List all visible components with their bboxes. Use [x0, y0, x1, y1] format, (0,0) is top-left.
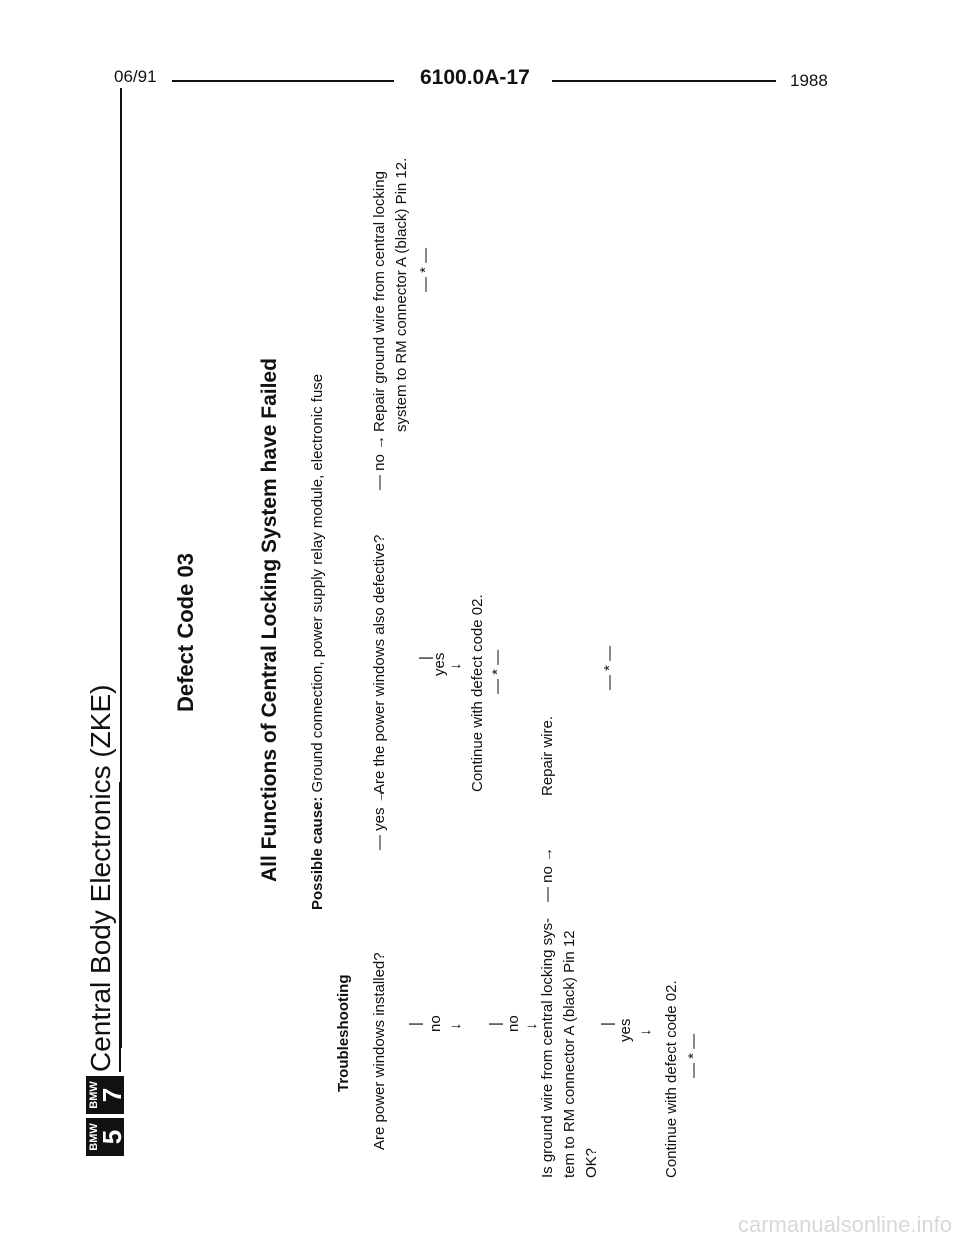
fault-title: All Functions of Central Locking System have Failed: [258, 358, 281, 882]
possible-cause-label: Possible cause:: [309, 796, 326, 910]
possible-cause-text: Ground connection, power supply relay module, electronic fuse: [309, 373, 326, 793]
q1-no-label: no: [427, 1015, 444, 1032]
q1-no-bar: |: [407, 1022, 424, 1026]
q3-yes-label: yes: [617, 1018, 634, 1042]
q1-yes-arrow: — yes →: [371, 788, 388, 850]
q3-yes-end-marker: — * —: [685, 1033, 702, 1078]
header-year: 1988: [790, 71, 828, 90]
section-title: Central Body Electronics (ZKE): [85, 684, 116, 1072]
header-doc-number: 6100.0A-17: [420, 66, 530, 89]
header-date: 06/91: [114, 67, 157, 86]
q1-no-arrow: ↓: [447, 1022, 464, 1030]
q3-no-arrow: — no →: [539, 846, 556, 902]
section-rule: [119, 782, 121, 1072]
q2-yes-bar: |: [417, 656, 434, 660]
q3-no-end-marker: — * —: [601, 645, 618, 690]
q2-yes-action: Continue with defect code 02.: [469, 594, 486, 792]
q2-question: Are the power windows also defective?: [371, 534, 388, 794]
troubleshooting-heading: Troubleshooting: [335, 974, 352, 1092]
q2-no-arrow: — no →: [371, 434, 388, 490]
bmw-7-logo: BMW 7: [86, 1076, 124, 1114]
q2-yes-end-marker: — * —: [489, 649, 506, 694]
q3-yes-arrow: ↓: [637, 1028, 654, 1036]
q2-yes-label: yes: [431, 652, 448, 676]
possible-cause: [310, 374, 327, 910]
q3-yes-action: Continue with defect code 02.: [663, 980, 680, 1178]
q2-no-action-line1: Repair ground wire from central locking: [371, 171, 388, 432]
watermark: carmanualsonline.info: [737, 1212, 952, 1237]
q2-no-end-marker: — * —: [417, 247, 434, 292]
bmw-5-logo: BMW 5: [86, 1118, 124, 1156]
q3-question-line2: tem to RM connector A (black) Pin 12: [561, 930, 578, 1178]
defect-title: Defect Code 03: [173, 553, 198, 712]
q1-no-arrow-2: ↓: [523, 1022, 540, 1030]
q3-no-action: Repair wire.: [539, 715, 556, 796]
q2-yes-arrow: ↓: [447, 662, 464, 670]
q1-no-label-2: no: [505, 1015, 522, 1032]
q2-no-action-line2: system to RM connector A (black) Pin 12.: [393, 157, 410, 432]
q3-question-line1: Is ground wire from central locking sys-: [539, 917, 556, 1178]
q1-no-bar-2: |: [487, 1022, 504, 1026]
q3-question-line3: OK?: [583, 1147, 600, 1178]
q3-yes-bar: |: [599, 1022, 616, 1026]
q1-question: Are power windows installed?: [371, 952, 388, 1150]
